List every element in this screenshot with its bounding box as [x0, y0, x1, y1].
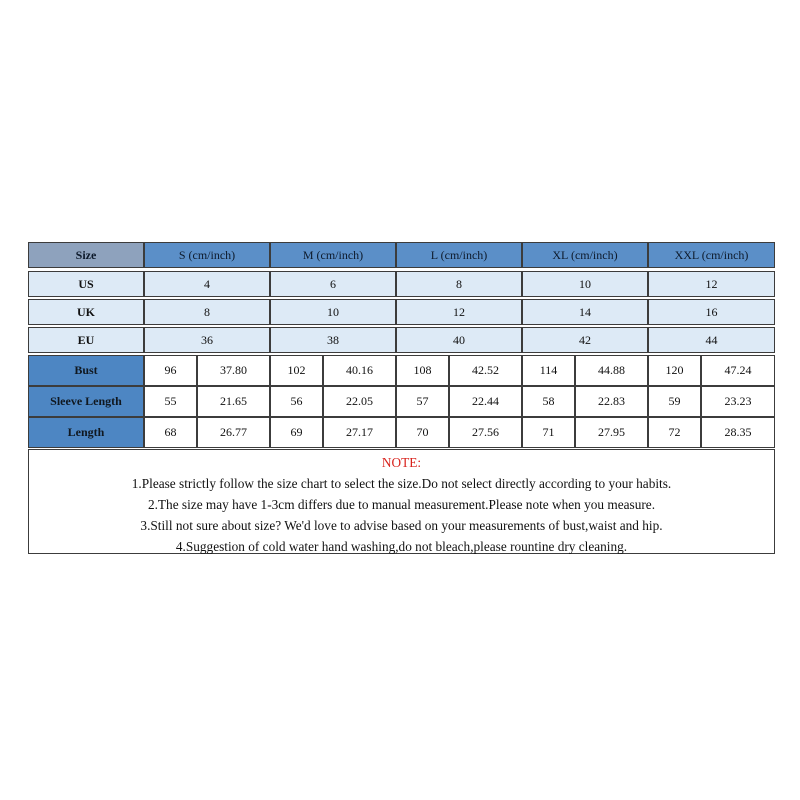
sleeve-inch: 21.65: [197, 386, 270, 417]
header-col-l: [396, 242, 522, 268]
bust-inch: 47.24: [701, 355, 775, 386]
note-line: 3.Still not sure about size? We'd love to advise based on your measurements of bust,waist and hip.: [140, 518, 663, 533]
header-size-label: Size: [75, 247, 97, 262]
us-value: 12: [648, 271, 775, 297]
header-col-label: S (cm/inch): [178, 247, 236, 262]
sleeve-inch: 22.44: [449, 386, 522, 417]
length-cm: 68: [144, 417, 197, 448]
uk-label: UK: [28, 299, 144, 325]
note-line: 2.The size may have 1-3cm differs due to manual measurement.Please note when you measure.: [147, 497, 656, 512]
header-col-label: L (cm/inch): [430, 247, 488, 262]
bust-label: Bust: [28, 355, 144, 386]
us-value: 4: [144, 271, 270, 297]
length-inch: 27.17: [323, 417, 396, 448]
header-col-label: XXL (cm/inch): [674, 247, 749, 262]
sleeve-length-row: [28, 386, 775, 417]
length-inch: 27.56: [449, 417, 522, 448]
uk-value: 10: [270, 299, 396, 325]
note-line: 4.Suggestion of cold water hand washing,do not bleach,please rountine dry cleaning.: [175, 539, 628, 554]
length-cm: 69: [270, 417, 323, 448]
bust-row: [28, 355, 775, 386]
us-row: [28, 271, 775, 297]
note-line: 1.Please strictly follow the size chart to select the size.Do not select directly according to your habits.: [131, 476, 672, 491]
us-value: 6: [270, 271, 396, 297]
length-inch: 27.95: [575, 417, 648, 448]
eu-value: 44: [648, 327, 775, 353]
us-value: 10: [522, 271, 648, 297]
header-col-label: XL (cm/inch): [552, 247, 618, 262]
sleeve-inch: 22.05: [323, 386, 396, 417]
bust-inch: 37.80: [197, 355, 270, 386]
sleeve-length-label: Sleeve Length: [28, 386, 144, 417]
uk-value: 8: [144, 299, 270, 325]
size-chart: [28, 242, 775, 554]
length-inch: 26.77: [197, 417, 270, 448]
header-col-xl: [522, 242, 648, 268]
uk-value: 12: [396, 299, 522, 325]
header-col-label: M (cm/inch): [302, 247, 364, 262]
header-size-cell: [28, 242, 144, 268]
eu-label: EU: [28, 327, 144, 353]
header-col-xxl: [648, 242, 775, 268]
us-label: US: [28, 271, 144, 297]
eu-row: [28, 327, 775, 353]
eu-value: 40: [396, 327, 522, 353]
length-label: Length: [28, 417, 144, 448]
length-row: [28, 417, 775, 448]
length-cm: 71: [522, 417, 575, 448]
header-col-m: [270, 242, 396, 268]
eu-value: 42: [522, 327, 648, 353]
header-row: [28, 242, 775, 268]
eu-value: 36: [144, 327, 270, 353]
eu-value: 38: [270, 327, 396, 353]
bust-inch: 44.88: [575, 355, 648, 386]
bust-cm: 120: [648, 355, 701, 386]
length-inch: 28.35: [701, 417, 775, 448]
uk-row: [28, 299, 775, 325]
sleeve-inch: 23.23: [701, 386, 775, 417]
notes-title: NOTE:: [381, 455, 422, 470]
sleeve-cm: 55: [144, 386, 197, 417]
bust-cm: 102: [270, 355, 323, 386]
sleeve-inch: 22.83: [575, 386, 648, 417]
uk-value: 16: [648, 299, 775, 325]
sleeve-cm: 57: [396, 386, 449, 417]
sleeve-cm: 56: [270, 386, 323, 417]
header-col-s: [144, 242, 270, 268]
length-cm: 72: [648, 417, 701, 448]
notes-box: [28, 449, 775, 554]
bust-inch: 40.16: [323, 355, 396, 386]
bust-cm: 96: [144, 355, 197, 386]
length-cm: 70: [396, 417, 449, 448]
bust-cm: 108: [396, 355, 449, 386]
bust-cm: 114: [522, 355, 575, 386]
sleeve-cm: 58: [522, 386, 575, 417]
sleeve-cm: 59: [648, 386, 701, 417]
bust-inch: 42.52: [449, 355, 522, 386]
uk-value: 14: [522, 299, 648, 325]
us-value: 8: [396, 271, 522, 297]
